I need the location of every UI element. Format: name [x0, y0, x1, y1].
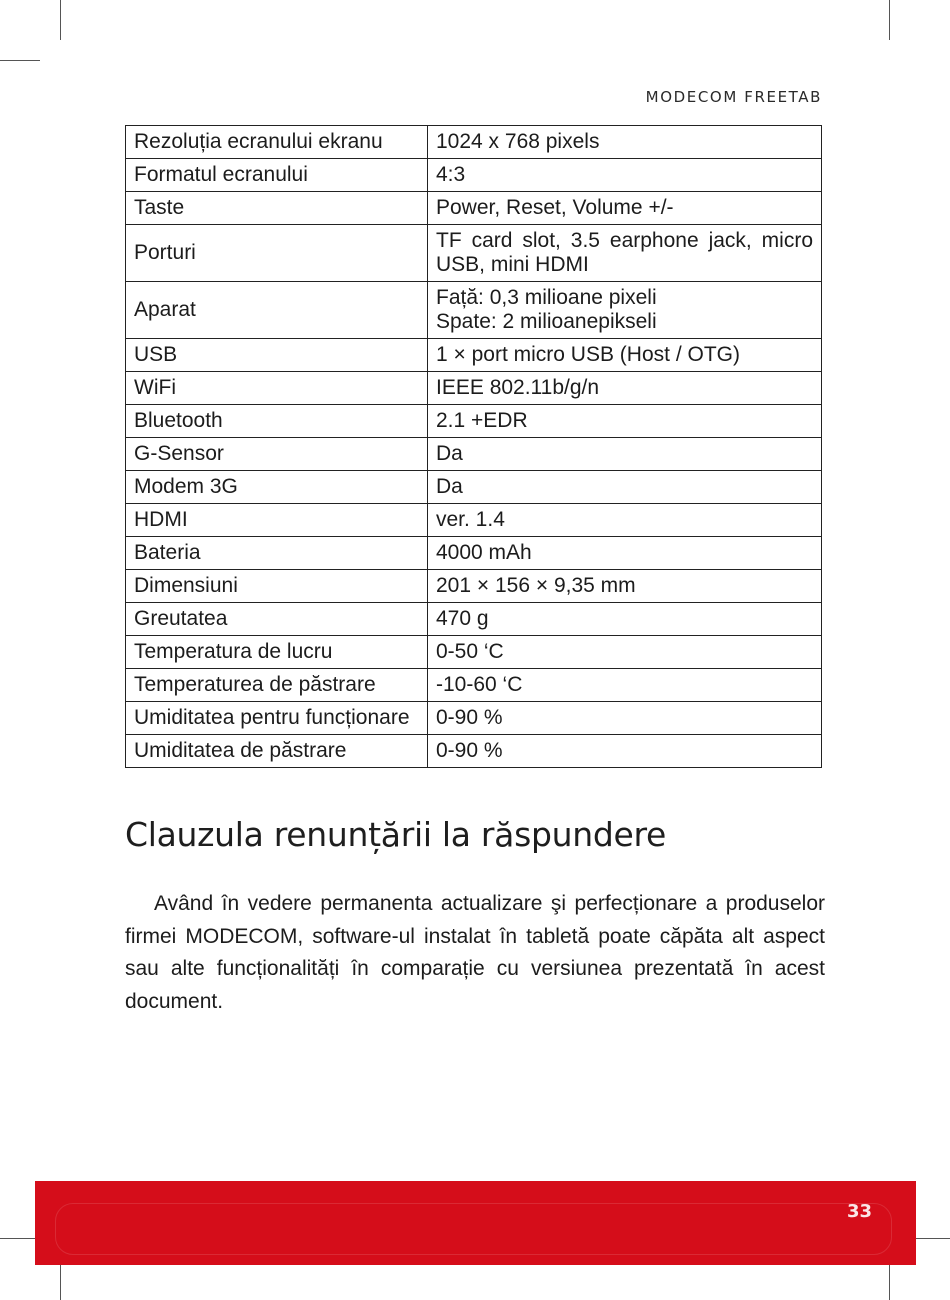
table-row	[126, 126, 822, 159]
spec-label: Porturi	[126, 225, 428, 282]
spec-label: Modem 3G	[126, 471, 428, 504]
table-row	[126, 372, 822, 405]
spec-value: 2.1 +EDR	[428, 405, 822, 438]
spec-label: Umiditatea de păstrare	[126, 735, 428, 768]
spec-label: Rezoluția ecranului ekranu	[126, 126, 428, 159]
crop-mark-top-left-h	[0, 60, 40, 61]
spec-label: Bluetooth	[126, 405, 428, 438]
table-row	[126, 735, 822, 768]
table-row	[126, 471, 822, 504]
spec-value: 0-50 ‘C	[428, 636, 822, 669]
spec-value: 4000 mAh	[428, 537, 822, 570]
crop-mark-bottom-left	[60, 1262, 61, 1300]
spec-value: 1 × port micro USB (Host / OTG)	[428, 339, 822, 372]
crop-mark-bottom-right-h	[912, 1238, 950, 1239]
table-row	[126, 669, 822, 702]
spec-label: Bateria	[126, 537, 428, 570]
spec-label: Formatul ecranului	[126, 159, 428, 192]
footer-inner-frame	[55, 1203, 892, 1255]
spec-value: Da	[428, 438, 822, 471]
spec-label: WiFi	[126, 372, 428, 405]
spec-value: 0-90 %	[428, 735, 822, 768]
table-row	[126, 282, 822, 339]
table-row	[126, 702, 822, 735]
crop-mark-top-right	[889, 0, 890, 40]
spec-label: HDMI	[126, 504, 428, 537]
table-row	[126, 225, 822, 282]
spec-value: 1024 x 768 pixels	[428, 126, 822, 159]
table-row	[126, 405, 822, 438]
specifications-table	[125, 125, 822, 768]
spec-value: 0-90 %	[428, 702, 822, 735]
spec-value: Power, Reset, Volume +/-	[428, 192, 822, 225]
spec-label: USB	[126, 339, 428, 372]
spec-label: Temperatura de lucru	[126, 636, 428, 669]
spec-label: Temperaturea de păstrare	[126, 669, 428, 702]
spec-value: TF card slot, 3.5 earphone jack, micro USB, mini HDMI	[428, 225, 822, 282]
spec-label: Umiditatea pentru funcționare	[126, 702, 428, 735]
table-row	[126, 192, 822, 225]
spec-label: Dimensiuni	[126, 570, 428, 603]
table-row	[126, 504, 822, 537]
footer-band	[35, 1181, 916, 1265]
page-number: 33	[846, 1201, 872, 1222]
spec-value: 470 g	[428, 603, 822, 636]
spec-value: ver. 1.4	[428, 504, 822, 537]
disclaimer-paragraph: Având în vedere permanenta actualizare şi perfecționare a produselor firmei MODECOM, software-ul instalat în tabletă poate căpăta alt aspect sau alte funcționalități în comparație cu versiunea prezentată în acest document.	[125, 892, 825, 1013]
spec-label: G-Sensor	[126, 438, 428, 471]
spec-value-line: Spate: 2 milioanepikseli	[436, 310, 657, 333]
table-row	[126, 438, 822, 471]
table-row	[126, 159, 822, 192]
spec-value: -10-60 ‘C	[428, 669, 822, 702]
table-row	[126, 339, 822, 372]
spec-value: IEEE 802.11b/g/n	[428, 372, 822, 405]
table-row	[126, 570, 822, 603]
spec-value	[428, 282, 822, 339]
section-title: Clauzula renunțării la răspundere	[125, 815, 667, 854]
spec-value-line: Față: 0,3 milioane pixeli	[436, 286, 657, 309]
spec-label: Taste	[126, 192, 428, 225]
spec-value: 201 × 156 × 9,35 mm	[428, 570, 822, 603]
table-row	[126, 636, 822, 669]
crop-mark-bottom-right	[889, 1262, 890, 1300]
table-row	[126, 537, 822, 570]
spec-label: Greutatea	[126, 603, 428, 636]
running-header: MODECOM FREETAB	[645, 88, 822, 106]
crop-mark-bottom-left-h	[0, 1238, 38, 1239]
spec-value: 4:3	[428, 159, 822, 192]
spec-value: Da	[428, 471, 822, 504]
table-row	[126, 603, 822, 636]
crop-mark-top-left	[60, 0, 61, 40]
spec-label: Aparat	[126, 282, 428, 339]
